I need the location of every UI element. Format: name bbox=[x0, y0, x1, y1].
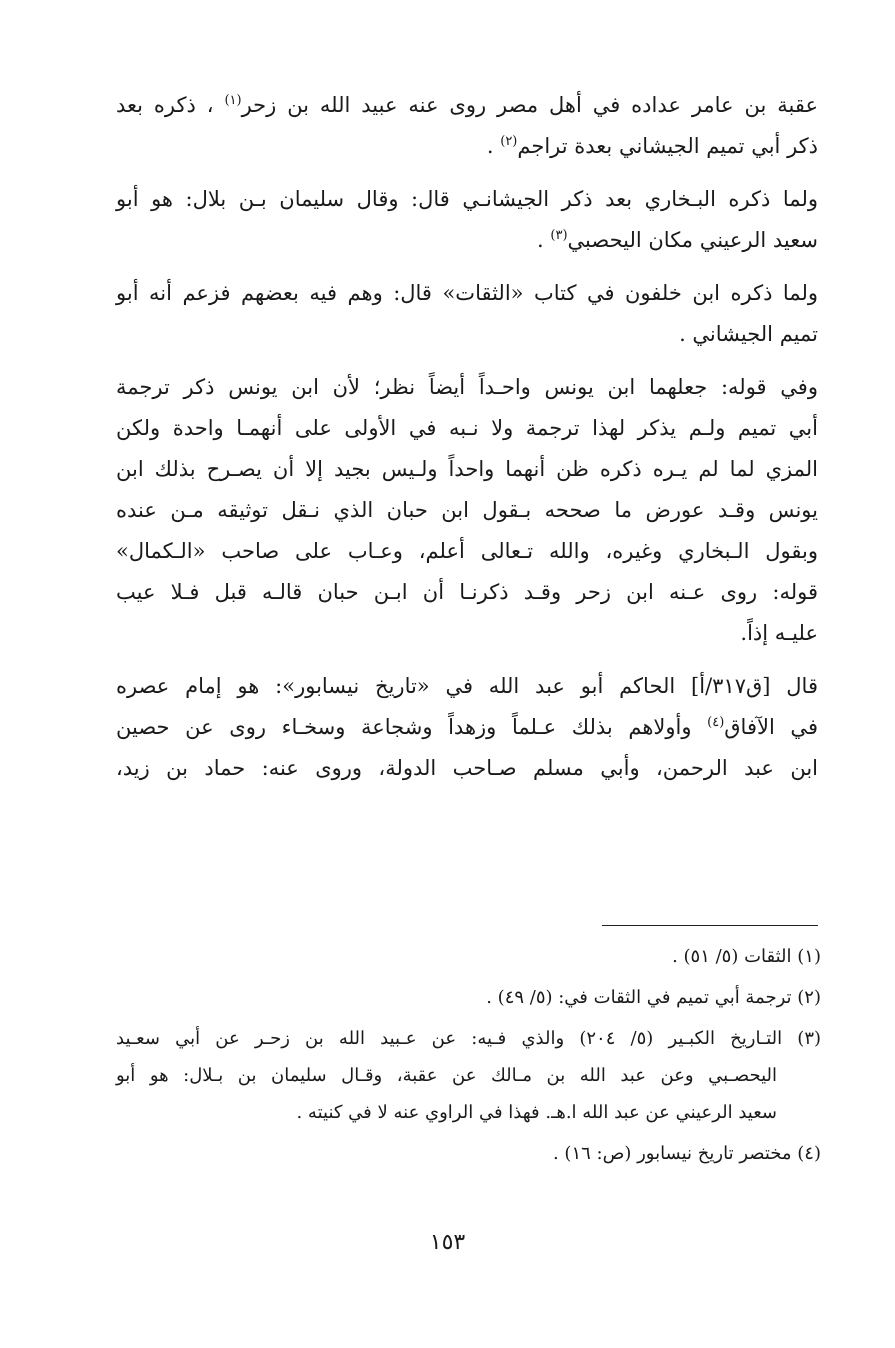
footnote-divider bbox=[602, 925, 818, 926]
footnote-line: (٣) التـاريخ الكبـير (٥/ ٢٠٤) والذي فـيه: عن عـبيد الله بن زحـر عن أبي سعـيد bbox=[116, 1028, 822, 1049]
text-segment: . bbox=[486, 134, 494, 158]
text-segment: ذكر أبي تميم الجيشاني بعدة تراجم bbox=[517, 134, 818, 158]
text-line bbox=[116, 126, 818, 167]
text-segment: ، ذكره بعد bbox=[116, 93, 214, 117]
footnote-4: (٤) مختصر تاريخ نيسابور (ص: ١٦) . bbox=[552, 1143, 821, 1164]
text-line: ابن عبد الرحمن، وأبي مسلم صـاحب الدولة، وروى عنه: حماد بن زيد، bbox=[116, 756, 818, 780]
text-line: المزي لما لم يـره ذكره ظن أنهما واحداً ولـيس بجيد إلا أن يصـرح بذلك ابن bbox=[116, 457, 818, 481]
text-line bbox=[116, 220, 818, 261]
footnote-ref-4: (٤) bbox=[707, 715, 725, 730]
text-line: قوله: روى عـنه ابن زحر وقـد ذكرنـا أن ابـن حبان قالـه قبل فـلا عيب bbox=[116, 580, 818, 604]
text-line: وبقول الـبخاري وغيره، والله تـعالى أعلم، وعـاب على صاحب «الـكمال» bbox=[116, 539, 818, 563]
footnote-line: اليحصـبي وعن عبد الله بن مـالك عن عقبة، وقـال سليمان بن بـلال: هو أبو bbox=[116, 1065, 777, 1086]
text-line: تميم الجيشاني . bbox=[679, 322, 818, 346]
footnote-ref-1: (١) bbox=[224, 93, 242, 108]
paragraph-1 bbox=[116, 85, 818, 167]
footnote-line: سعيد الرعيني عن عبد الله ا.هـ. فهذا في الراوي عنه لا في كنيته . bbox=[296, 1102, 777, 1123]
text-line: يونس وقـد عورض ما صححه بـقول ابن حبان الذي نـقل توثيقه مـن عنده bbox=[116, 498, 818, 522]
footnote-1: (١) الثقات (٥/ ٥١) . bbox=[672, 946, 821, 967]
text-line: قال [ق٣١٧/أ] الحاكم أبو عبد الله في «تاريخ نيسابور»: هو إمام عصره bbox=[116, 674, 818, 698]
text-line bbox=[116, 707, 818, 748]
paragraph-5 bbox=[116, 666, 818, 789]
text-line: أبي تميم ولـم يذكر لهذا ترجمة ولا نـبه في الأولى على أنهمـا واحدة ولكن bbox=[116, 416, 818, 440]
footnote-2: (٢) ترجمة أبي تميم في الثقات في: (٥/ ٤٩) . bbox=[486, 987, 821, 1008]
footnotes bbox=[116, 938, 821, 1176]
footnote-ref-3: (٣) bbox=[550, 228, 568, 243]
paragraph-4 bbox=[116, 367, 818, 654]
main-text bbox=[116, 85, 818, 801]
paragraph-2 bbox=[116, 179, 818, 261]
text-segment: . bbox=[537, 228, 544, 252]
text-segment: عقبة بن عامر عداده في أهل مصر روى عنه عبيد الله بن زحر bbox=[241, 93, 818, 117]
text-segment: سعيد الرعيني مكان اليحصبي bbox=[567, 228, 818, 252]
footnote-ref-2: (٢) bbox=[500, 134, 518, 149]
text-line: وفي قوله: جعلهما ابن يونس واحـداً أيضاً نظر؛ لأن ابن يونس ذكر ترجمة bbox=[116, 375, 818, 399]
text-line bbox=[116, 85, 818, 126]
text-segment: وأولاهم بذلك عـلماً وزهداً وشجاعة وسخـاء روى عن حصين bbox=[116, 715, 692, 739]
paragraph-3 bbox=[116, 273, 818, 355]
text-line: عليـه إذاً. bbox=[740, 621, 818, 645]
text-line: ولما ذكره ابن خلفون في كتاب «الثقات» قال: وهم فيه بعضهم فزعم أنه أبو bbox=[116, 281, 818, 305]
text-line: ولما ذكره البـخاري بعد ذكر الجيشانـي قال: وقال سليمان بـن بلال: هو أبو bbox=[116, 187, 818, 211]
footnote-3 bbox=[116, 1020, 821, 1131]
text-segment: في الآفاق bbox=[724, 715, 818, 739]
page-number: ١٥٣ bbox=[429, 1230, 466, 1255]
